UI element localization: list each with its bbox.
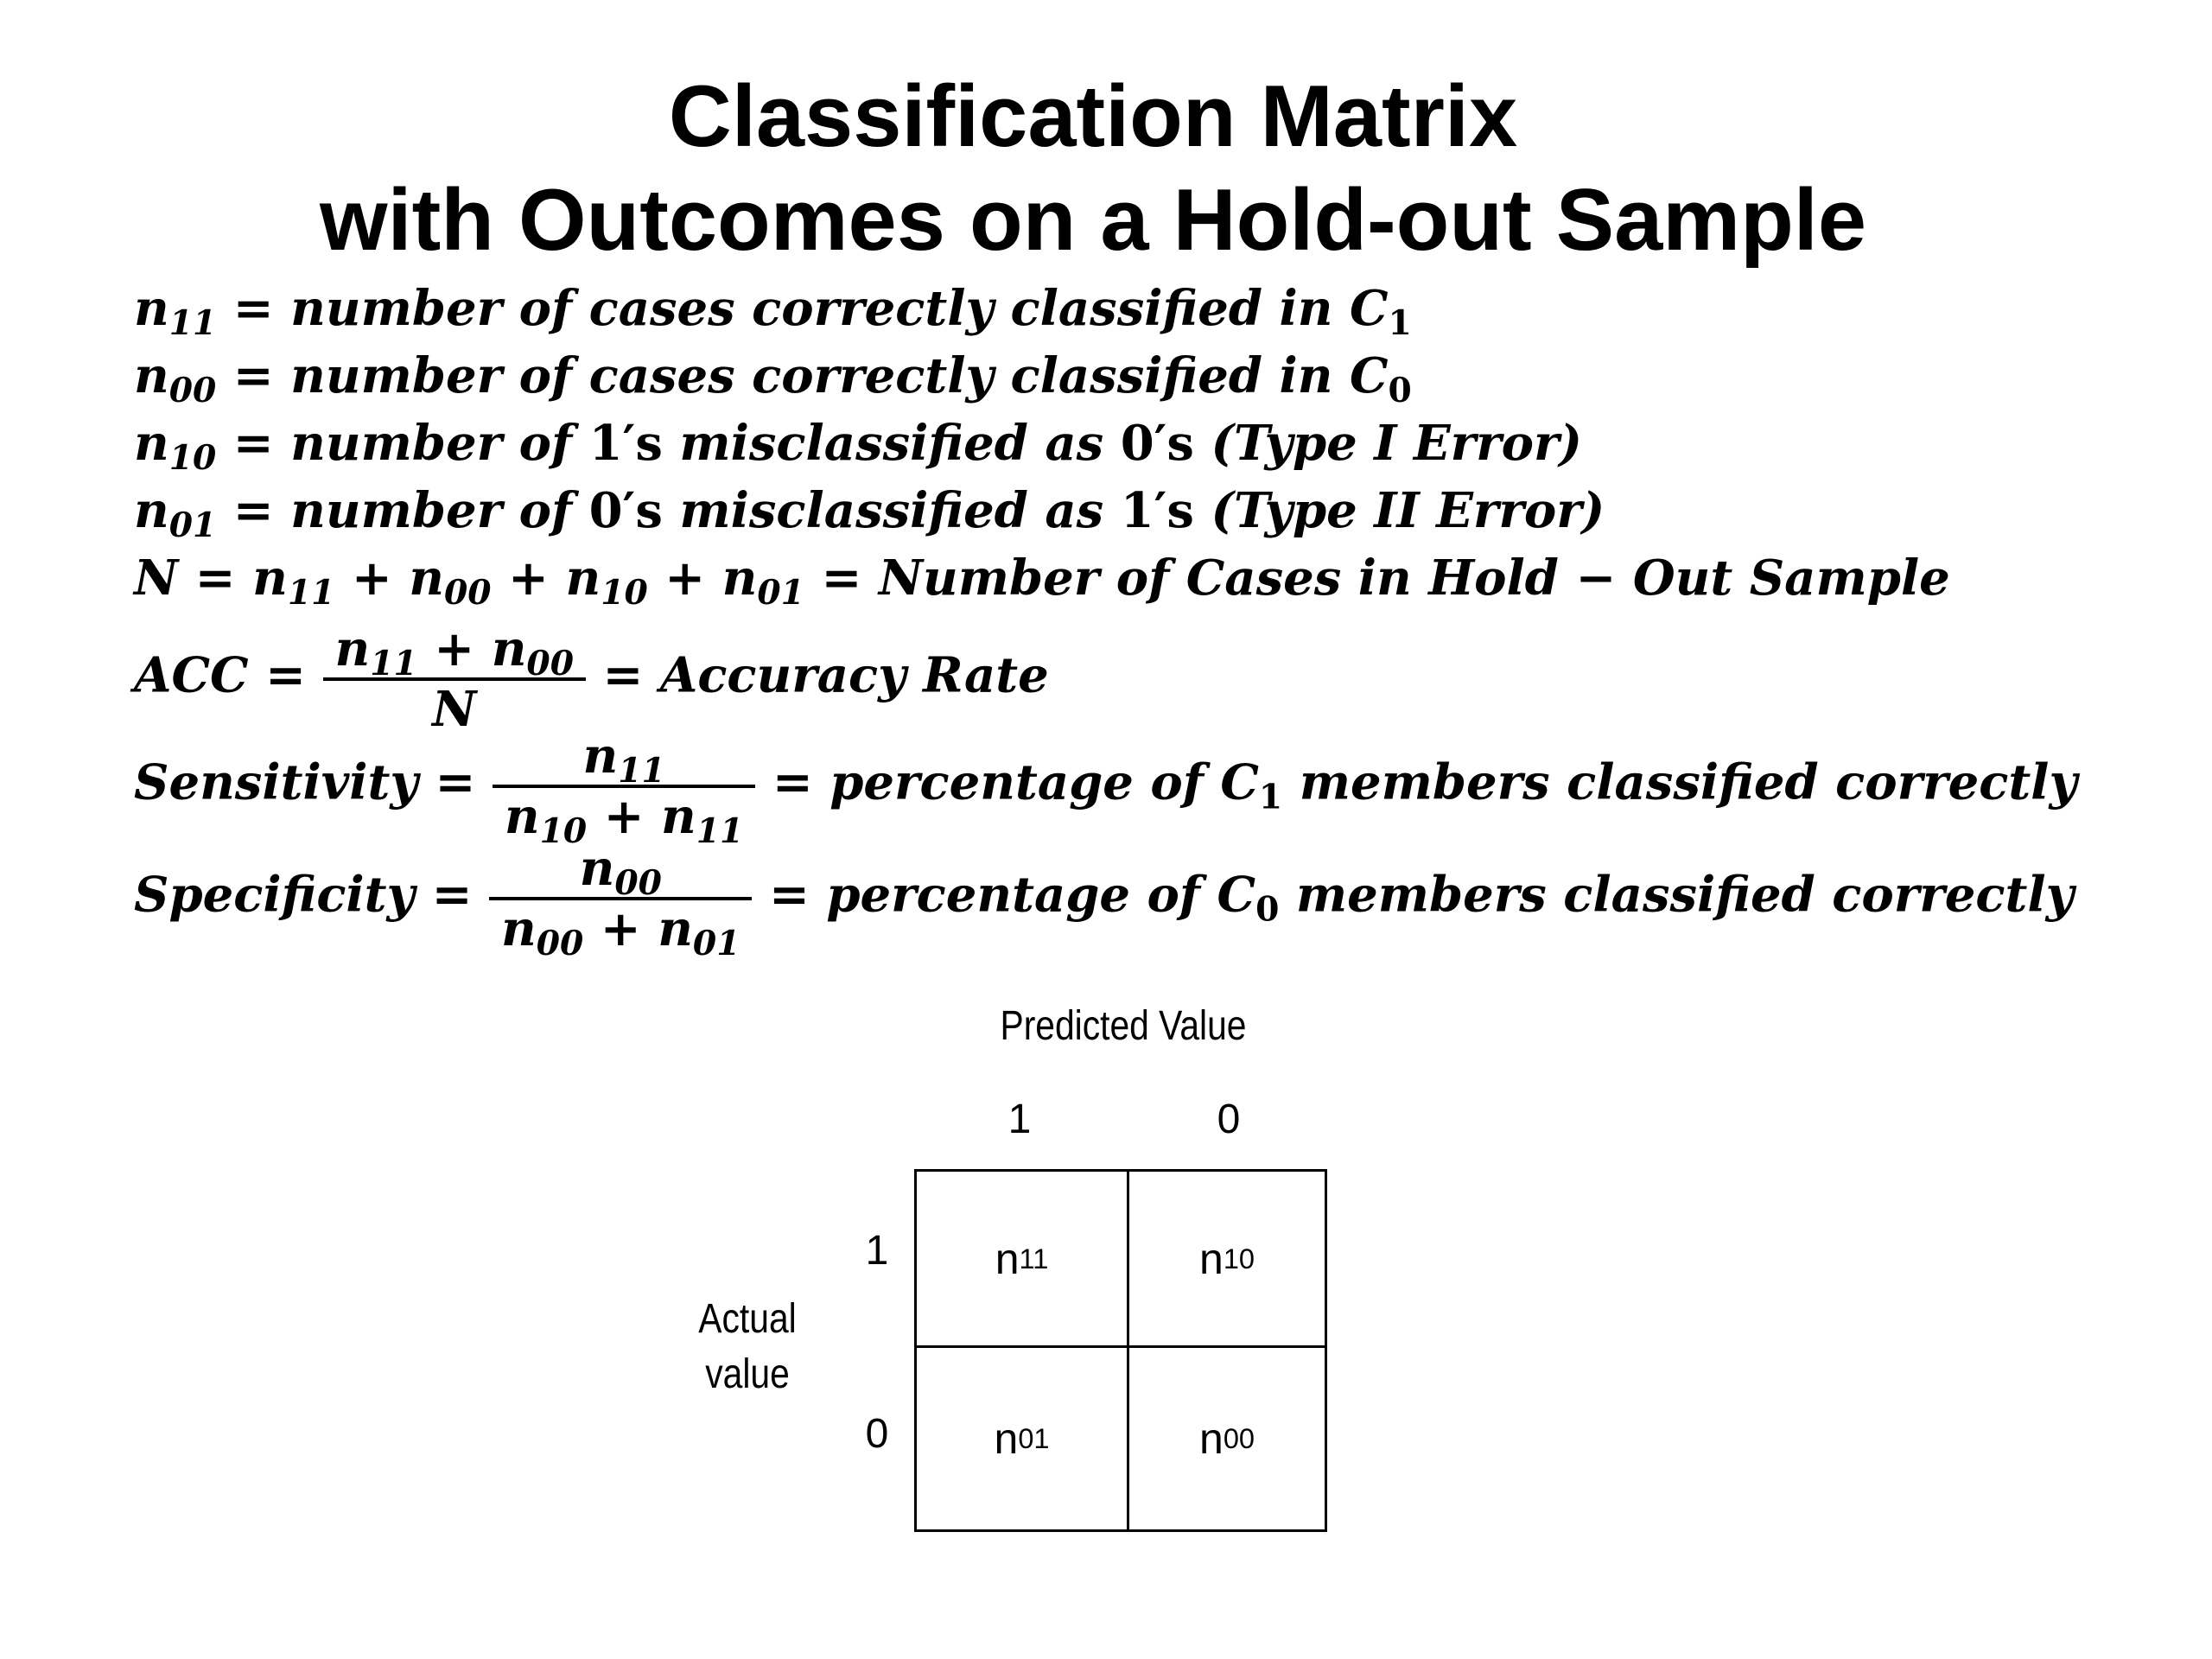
sensitivity-label: Sensitivity = bbox=[134, 753, 476, 811]
sensitivity-rhs-a: = percentage of C bbox=[772, 753, 1259, 811]
definition-n11: $n_{11}$ = number of cases correctly classified in $C_1$ bbox=[134, 280, 1412, 343]
definition-n10-text-e: (Type I Error) bbox=[1193, 415, 1583, 472]
row-label-0: 0 bbox=[865, 1411, 889, 1457]
definition-n11-text: = number of cases correctly classified in C bbox=[232, 280, 1389, 337]
actual-label-line1: Actual bbox=[698, 1296, 797, 1342]
page-subtitle: with Outcomes on a Hold-out Sample bbox=[319, 172, 1867, 269]
acc-fraction: $\frac{n_{11} + n_{00}}{N}$ bbox=[323, 620, 586, 738]
definition-n00: $n_{00}$ = number of cases correctly classified in $C_0$ bbox=[134, 347, 1412, 410]
sensitivity-rhs-b: members classified correctly bbox=[1282, 753, 2077, 811]
definition-n10: $n_{10}$ = number of 1′s misclassified as 0′s (Type I Error) bbox=[134, 415, 1583, 478]
specificity-label: Specificity = bbox=[134, 866, 473, 924]
row-label-1: 1 bbox=[865, 1228, 889, 1274]
definition-n10-text-a: = number of bbox=[232, 415, 589, 472]
definition-n10-text-c: misclassified as bbox=[662, 415, 1121, 472]
column-label-1: 1 bbox=[1007, 1096, 1032, 1142]
formula-sensitivity: Sensitivity = $\frac{n_{11}}{n_{10} + n_{11}}$ = percentage of $C_1$ members classified correctly bbox=[134, 728, 2077, 851]
actual-label-line2: value bbox=[705, 1351, 790, 1397]
definition-n01: $n_{01}$ = number of 0′s misclassified as 1′s (Type II Error) bbox=[134, 482, 1605, 545]
acc-rhs: = Accuracy Rate bbox=[602, 646, 1049, 704]
formula-accuracy bbox=[134, 620, 1049, 738]
matrix-cell-n11: n 11 bbox=[917, 1172, 1129, 1348]
formula-specificity: Specificity = $\frac{n_{00}}{n_{00} + n_{01}}$ = percentage of $C_0$ members classified correctly bbox=[134, 840, 2075, 963]
classification-matrix bbox=[914, 1169, 1327, 1532]
definition-n01-text-b: 0′s bbox=[588, 482, 663, 539]
definition-n01-text-a: = number of bbox=[232, 482, 589, 539]
matrix-cell-n00: n 00 bbox=[1199, 1414, 1255, 1463]
definition-n01-text-e: (Type II Error) bbox=[1193, 482, 1605, 539]
definition-N-text: = Number of Cases in Hold − Out Sample bbox=[821, 550, 1950, 607]
sensitivity-fraction: $\frac{n_{11}}{n_{10} + n_{11}}$ bbox=[493, 728, 755, 845]
specificity-fraction: $\frac{n_{00}}{n_{00} + n_{01}}$ bbox=[489, 840, 752, 957]
acc-label: ACC = bbox=[134, 646, 307, 704]
actual-value-label bbox=[677, 1292, 817, 1402]
matrix-cell-n01: n 01 bbox=[917, 1348, 1129, 1529]
specificity-rhs-a: = percentage of C bbox=[768, 866, 1256, 924]
definition-n01-text-d: 1′s bbox=[1120, 482, 1194, 539]
definition-n00-text: = number of cases correctly classified in C bbox=[232, 347, 1389, 404]
definition-n01-text-c: misclassified as bbox=[662, 482, 1121, 539]
matrix-cell-n10: n 10 bbox=[1129, 1172, 1325, 1348]
definition-N: $N = n_{11} + n_{00} + n_{10} + n_{01}$ = Number of Cases in Hold − Out Sample bbox=[134, 550, 1950, 613]
predicted-value-label: Predicted Value bbox=[1000, 1003, 1247, 1049]
specificity-rhs-b: members classified correctly bbox=[1279, 866, 2075, 924]
definition-n10-text-d: 0′s bbox=[1120, 415, 1194, 472]
definition-n10-text-b: 1′s bbox=[588, 415, 663, 472]
page-title: Classification Matrix bbox=[668, 68, 1518, 165]
column-label-0: 0 bbox=[1217, 1096, 1241, 1142]
